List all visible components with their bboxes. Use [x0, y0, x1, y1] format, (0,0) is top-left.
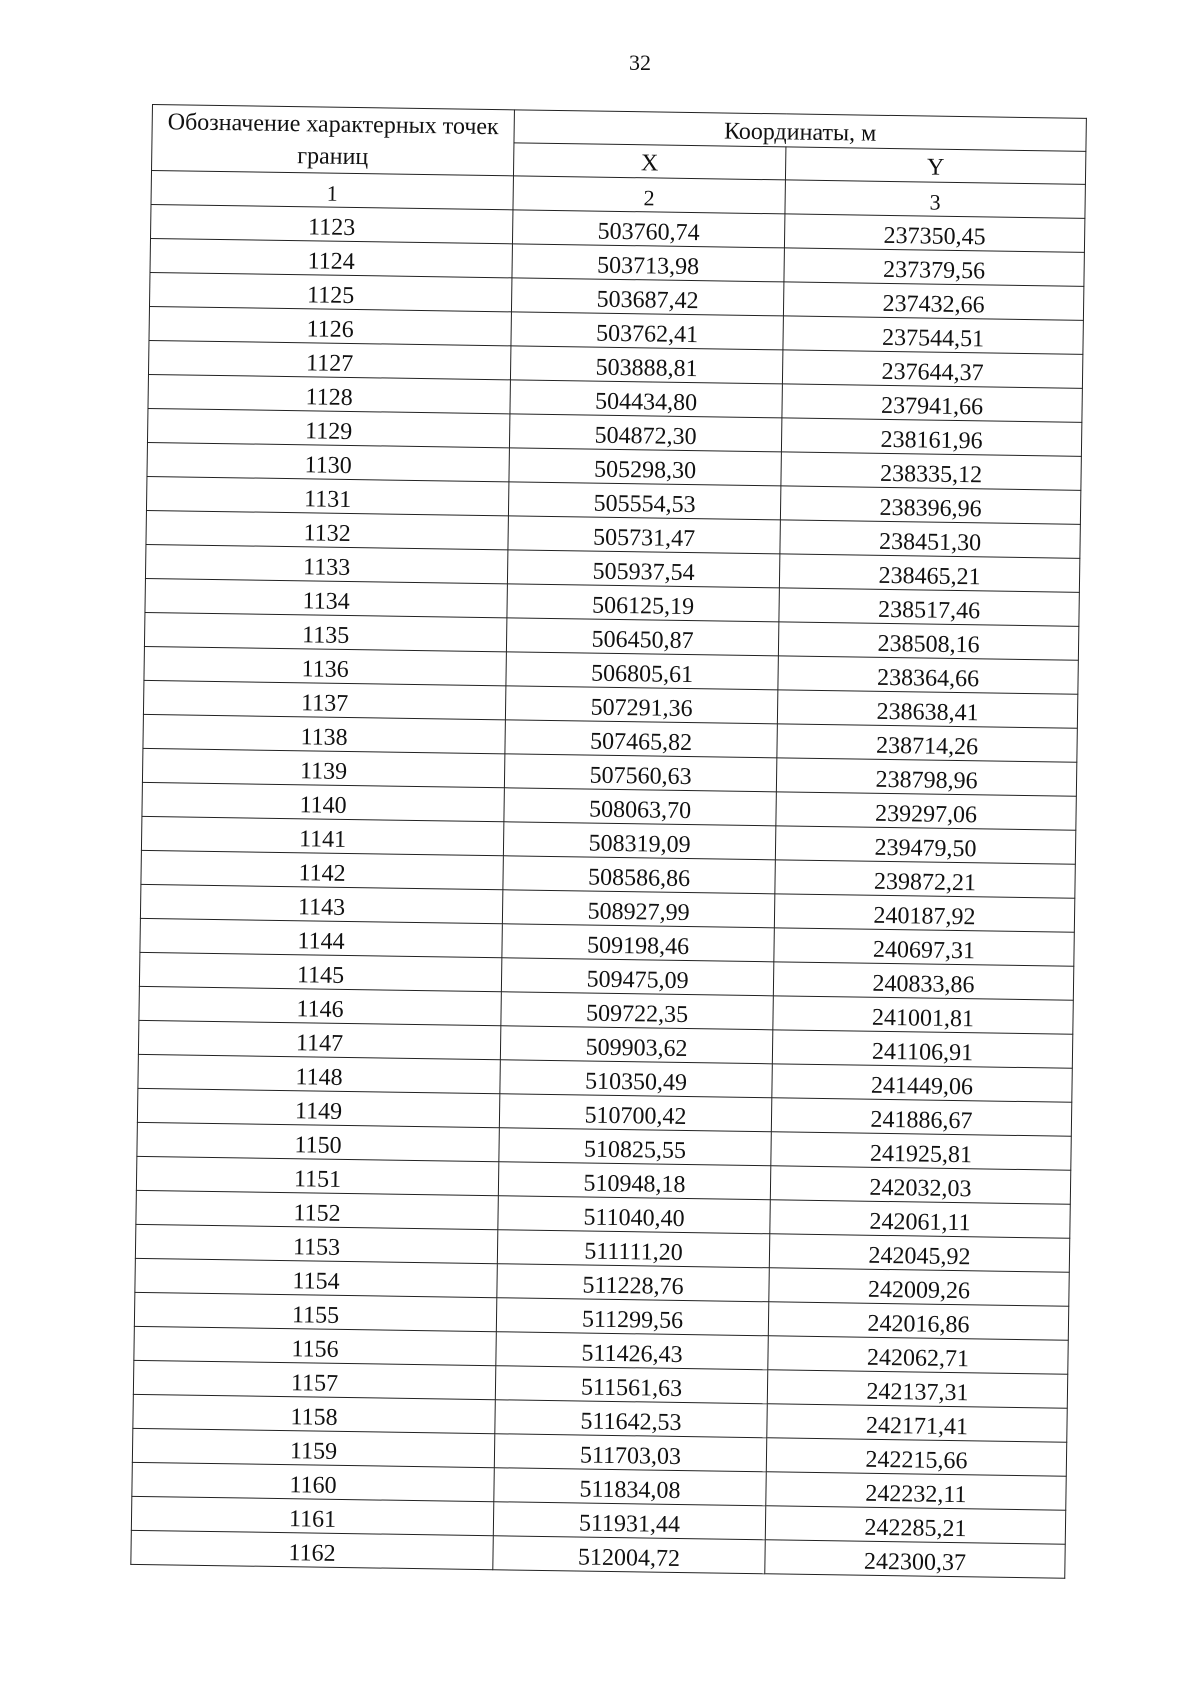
x-coordinate-cell: 510825,55 — [499, 1128, 771, 1166]
x-coordinate-cell: 506125,19 — [507, 584, 779, 622]
x-coordinate-cell: 507291,36 — [505, 686, 777, 724]
point-cell: 1151 — [136, 1156, 498, 1195]
y-coordinate-cell: 238451,30 — [780, 520, 1080, 558]
x-coordinate-cell: 511834,08 — [494, 1468, 766, 1506]
point-cell: 1127 — [148, 340, 510, 379]
point-cell: 1161 — [131, 1496, 493, 1535]
x-coordinate-cell: 503762,41 — [511, 312, 783, 350]
y-coordinate-cell: 238465,21 — [779, 554, 1079, 592]
x-coordinate-cell: 511426,43 — [496, 1332, 768, 1370]
point-cell: 1126 — [149, 306, 511, 345]
y-coordinate-cell: 241106,91 — [772, 1030, 1072, 1068]
point-cell: 1131 — [146, 476, 508, 515]
y-coordinate-cell: 242045,92 — [769, 1234, 1069, 1272]
y-coordinate-cell: 240187,92 — [774, 894, 1074, 932]
point-cell: 1129 — [147, 408, 509, 447]
y-column-header: Y — [785, 147, 1085, 184]
y-coordinate-cell: 238335,12 — [781, 452, 1081, 490]
x-coordinate-cell: 507560,63 — [504, 754, 776, 792]
x-coordinate-cell: 506805,61 — [506, 652, 778, 690]
y-coordinate-cell: 241925,81 — [771, 1132, 1071, 1170]
point-cell: 1150 — [137, 1122, 499, 1161]
point-cell: 1155 — [134, 1292, 496, 1331]
point-cell: 1148 — [138, 1054, 500, 1093]
x-coordinate-cell: 509722,35 — [501, 992, 773, 1030]
x-coordinate-cell: 511561,63 — [495, 1366, 767, 1404]
y-coordinate-cell: 237350,45 — [784, 214, 1084, 252]
point-cell: 1130 — [147, 442, 509, 481]
x-coordinate-cell: 503713,98 — [512, 244, 784, 282]
x-coordinate-cell: 510350,49 — [500, 1060, 772, 1098]
table-body — [131, 204, 1085, 1578]
y-coordinate-cell: 241886,67 — [771, 1098, 1071, 1136]
point-cell: 1162 — [131, 1530, 493, 1569]
point-cell: 1145 — [139, 952, 501, 991]
point-cell: 1139 — [142, 748, 504, 787]
x-coordinate-cell: 504434,80 — [510, 380, 782, 418]
x-column-header: X — [513, 143, 785, 180]
column-number-3: 3 — [785, 180, 1085, 218]
x-coordinate-cell: 507465,82 — [505, 720, 777, 758]
y-coordinate-cell: 242215,66 — [766, 1438, 1066, 1476]
point-cell: 1152 — [136, 1190, 498, 1229]
x-coordinate-cell: 508586,86 — [503, 856, 775, 894]
point-cell: 1125 — [149, 272, 511, 311]
x-coordinate-cell: 503760,74 — [512, 210, 784, 248]
point-cell: 1159 — [132, 1428, 494, 1467]
x-coordinate-cell: 511111,20 — [497, 1230, 769, 1268]
x-coordinate-cell: 505731,47 — [508, 516, 780, 554]
point-cell: 1158 — [133, 1394, 495, 1433]
coordinates-table — [130, 104, 1087, 1579]
x-coordinate-cell: 503888,81 — [510, 346, 782, 384]
y-coordinate-cell: 237432,66 — [783, 282, 1083, 320]
point-cell: 1156 — [134, 1326, 496, 1365]
x-coordinate-cell: 503687,42 — [511, 278, 783, 316]
y-coordinate-cell: 241449,06 — [772, 1064, 1072, 1102]
y-coordinate-cell: 238714,26 — [777, 724, 1077, 762]
y-coordinate-cell: 242285,21 — [765, 1506, 1065, 1544]
point-cell: 1149 — [137, 1088, 499, 1127]
y-coordinate-cell: 240697,31 — [774, 928, 1074, 966]
point-cell: 1144 — [140, 918, 502, 957]
x-coordinate-cell: 508319,09 — [503, 822, 775, 860]
point-cell: 1124 — [150, 238, 512, 277]
y-coordinate-cell: 238364,66 — [778, 656, 1078, 694]
point-cell: 1137 — [143, 680, 505, 719]
x-coordinate-cell: 510700,42 — [499, 1094, 771, 1132]
point-cell: 1140 — [142, 782, 504, 821]
coordinates-header: Координаты, м — [514, 110, 1086, 151]
y-coordinate-cell: 237644,37 — [782, 350, 1082, 388]
x-coordinate-cell: 510948,18 — [498, 1162, 770, 1200]
x-coordinate-cell: 509198,46 — [502, 924, 774, 962]
y-coordinate-cell: 237379,56 — [784, 248, 1084, 286]
x-coordinate-cell: 504872,30 — [509, 414, 781, 452]
point-cell: 1157 — [133, 1360, 495, 1399]
x-coordinate-cell: 512004,72 — [493, 1536, 765, 1574]
point-cell: 1153 — [135, 1224, 497, 1263]
x-coordinate-cell: 505298,30 — [509, 448, 781, 486]
y-coordinate-cell: 242061,11 — [770, 1200, 1070, 1238]
x-coordinate-cell: 511703,03 — [494, 1434, 766, 1472]
x-coordinate-cell: 505554,53 — [508, 482, 780, 520]
y-coordinate-cell: 242232,11 — [766, 1472, 1066, 1510]
point-cell: 1141 — [141, 816, 503, 855]
x-coordinate-cell: 505937,54 — [507, 550, 779, 588]
y-coordinate-cell: 242032,03 — [770, 1166, 1070, 1204]
point-cell: 1128 — [148, 374, 510, 413]
y-coordinate-cell: 237941,66 — [782, 384, 1082, 422]
y-coordinate-cell: 238638,41 — [777, 690, 1077, 728]
x-coordinate-cell: 508063,70 — [504, 788, 776, 826]
point-cell: 1135 — [144, 612, 506, 651]
y-coordinate-cell: 242016,86 — [768, 1302, 1068, 1340]
y-coordinate-cell: 239479,50 — [775, 826, 1075, 864]
y-coordinate-cell: 242009,26 — [769, 1268, 1069, 1306]
y-coordinate-cell: 239872,21 — [775, 860, 1075, 898]
point-cell: 1146 — [139, 986, 501, 1025]
y-coordinate-cell: 242062,71 — [768, 1336, 1068, 1374]
point-cell: 1123 — [151, 204, 513, 243]
column-number-1: 1 — [151, 171, 513, 210]
x-coordinate-cell: 511931,44 — [493, 1502, 765, 1540]
x-coordinate-cell: 509903,62 — [500, 1026, 772, 1064]
y-coordinate-cell: 238508,16 — [778, 622, 1078, 660]
y-coordinate-cell: 237544,51 — [783, 316, 1083, 354]
point-cell: 1136 — [144, 646, 506, 685]
y-coordinate-cell: 241001,81 — [773, 996, 1073, 1034]
point-cell: 1160 — [132, 1462, 494, 1501]
point-cell: 1138 — [143, 714, 505, 753]
x-coordinate-cell: 508927,99 — [502, 890, 774, 928]
point-cell: 1147 — [138, 1020, 500, 1059]
y-coordinate-cell: 238161,96 — [781, 418, 1081, 456]
point-cell: 1143 — [140, 884, 502, 923]
x-coordinate-cell: 511040,40 — [498, 1196, 770, 1234]
y-coordinate-cell: 238396,96 — [780, 486, 1080, 524]
column-number-2: 2 — [513, 176, 785, 214]
point-cell: 1142 — [141, 850, 503, 889]
x-coordinate-cell: 509475,09 — [501, 958, 773, 996]
y-coordinate-cell: 238798,96 — [776, 758, 1076, 796]
y-coordinate-cell: 242300,37 — [765, 1540, 1065, 1578]
page-number: 32 — [629, 50, 651, 75]
point-cell: 1133 — [145, 544, 507, 583]
x-coordinate-cell: 511299,56 — [496, 1298, 768, 1336]
x-coordinate-cell: 511642,53 — [495, 1400, 767, 1438]
y-coordinate-cell: 242171,41 — [767, 1404, 1067, 1442]
x-coordinate-cell: 506450,87 — [506, 618, 778, 656]
y-coordinate-cell: 238517,46 — [779, 588, 1079, 626]
coordinates-table-wrapper — [130, 104, 1086, 1579]
points-column-header: Обозначение характерных точек границ — [152, 105, 515, 176]
point-cell: 1132 — [146, 510, 508, 549]
y-coordinate-cell: 239297,06 — [776, 792, 1076, 830]
point-cell: 1154 — [135, 1258, 497, 1297]
point-cell: 1134 — [145, 578, 507, 617]
x-coordinate-cell: 511228,76 — [497, 1264, 769, 1302]
y-coordinate-cell: 240833,86 — [773, 962, 1073, 1000]
y-coordinate-cell: 242137,31 — [767, 1370, 1067, 1408]
